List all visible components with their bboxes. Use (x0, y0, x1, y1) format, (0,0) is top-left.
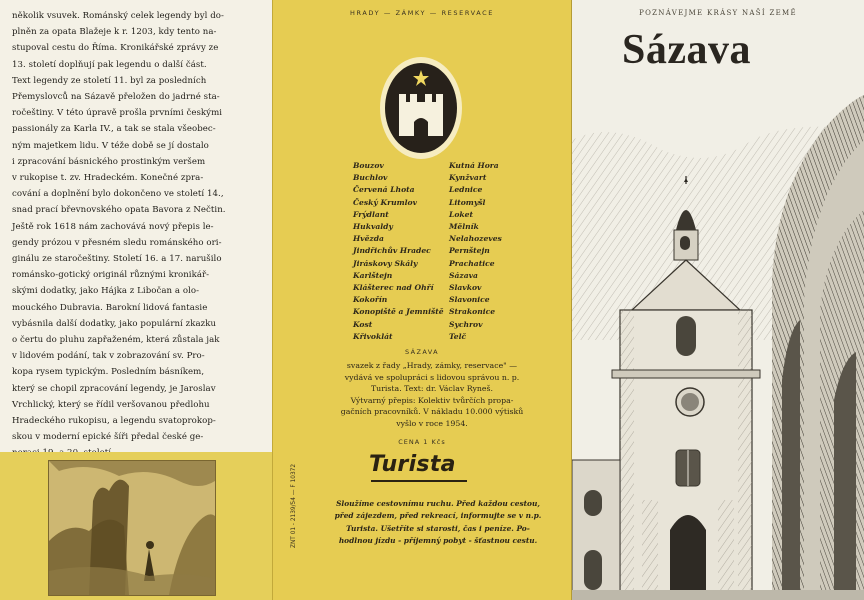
colophon-line: vyšlo v roce 1954. (396, 418, 468, 428)
text-line: několik vsuvek. Románský celek legendy byl do- (12, 11, 224, 21)
text-line: Text legendy ze století 11. byl za posledních (12, 75, 207, 86)
place-name: Litomyšl (449, 197, 486, 207)
place-name: Hukvaldy (353, 222, 393, 232)
text-line: snad prací břevnovského opata Bavora z Nečtin. (12, 205, 226, 216)
place-name: Prachatice (449, 258, 495, 268)
place-name: Karlštejn (353, 270, 393, 280)
place-name: Strakonice (449, 307, 496, 317)
place-name: Buchlov (353, 173, 388, 183)
place-name: Kokořín (353, 295, 388, 305)
text-line: gendy prózou v přesném sledu románského ori- (12, 237, 222, 248)
slogan-line: Sloužíme cestovnímu ruchu. Před každou cestou, (336, 499, 540, 508)
text-line: Vrchlický, který se řídil veršovanou předlohu (12, 399, 210, 410)
text-line: Ještě rok 1618 nám zachovává nový přepis le- (12, 221, 214, 232)
text-line: ročeštiny. V této úpravě prošla prvními českými (12, 108, 223, 119)
place-name: Sázava (449, 270, 478, 280)
castle-emblem (379, 56, 463, 160)
place-name: Klášterec nad Ohří (353, 283, 434, 293)
colophon-line: gačních pracovníků. V nákladu 10.000 výtisků (340, 407, 524, 417)
text-line: cování a doplnění bylo dokončeno ve století 14., (12, 189, 224, 200)
place-name: Hvězda (353, 234, 384, 244)
slogan-text (333, 498, 543, 548)
places-column-2 (449, 160, 549, 343)
monastery-illustration (572, 80, 864, 600)
place-name: Konopiště a Jemniště (353, 307, 444, 317)
place-name: Mělník (449, 222, 479, 232)
colophon-line: svazek z řady „Hrady, zámky, reservace" — (346, 361, 518, 370)
text-line: vybásnila další dodatky, jako populární zkazku (12, 318, 217, 329)
place-name: Slavkov (449, 283, 482, 293)
colophon-line: Turista. Text: dr. Václav Ryneš. (370, 384, 494, 394)
text-line: ginálu ze staročeštiny. Století 16. a 17. narušilo (12, 254, 222, 265)
left-page (0, 0, 272, 600)
slogan-line: před zájezdem, před rekreací, informujte se v n.p. (334, 511, 542, 521)
text-line: skými dodatky, jako Hájka z Libočan a olo- (12, 286, 200, 297)
text-line: v rukopise t. zv. Hradeckém. Konečné zpra- (12, 173, 204, 184)
text-line: kopa rysem typickým. Posledním básníkem, (12, 367, 205, 378)
middle-page (272, 0, 572, 600)
text-line: v lidovém podání, tak v zobrazování sv. Pro- (12, 351, 205, 362)
place-name: Jiráskovy Skály (353, 258, 418, 268)
place-name: Nelahozeves (449, 234, 502, 244)
series-header: HRADY — ZÁMKY — RESERVACE (349, 9, 494, 17)
text-line: Hradeckého rukopisu, a legendu svatoprokop- (12, 416, 216, 427)
cover-title: Sázava (622, 27, 751, 73)
text-line: románsko-gotický originál různými kronikář- (12, 270, 210, 281)
place-name: Český Krumlov (353, 197, 417, 207)
text-line: skou v moderní epické šíři předal české ge- (12, 432, 204, 443)
places-column-1 (353, 160, 453, 343)
cover-series: POZNÁVEJME KRÁSY NAŠÍ ZEMĚ (639, 9, 797, 17)
text-line: mouckého Dubravia. Barokní lidová fantasie (12, 302, 208, 313)
colophon-line: Výtvarný přepis: Kolektiv tvůrčích propa- (350, 395, 514, 405)
text-line: plněn za opata Blažeje k r. 1203, kdy tento na- (12, 27, 217, 38)
text-line: který se chopil zpracování legendy, je Jaroslav (12, 383, 216, 394)
illustration-image (48, 460, 216, 596)
place-name: Jindřichův Hradec (353, 246, 431, 256)
place-name: Pernštejn (449, 246, 490, 256)
place-name: Frýdlant (353, 209, 389, 219)
place-name: Lednice (449, 185, 483, 195)
legend-text (12, 8, 270, 462)
print-code: ZNT 01 - 2139/54 — F 10372 (291, 463, 297, 548)
slogan-line: hodlnou jízdu - příjemný pobyt - šťastnou cestu. (338, 536, 538, 546)
text-line: stupoval cestu do Říma. Kronikářské zprávy ze (12, 43, 219, 54)
text-line: i zpracování básnického prostinkým veršem (12, 156, 206, 167)
place-name: Slavonice (449, 295, 490, 305)
text-line: passionály za Karla IV., a tak se stala všeobec- (12, 124, 216, 135)
place-name: Loket (449, 209, 474, 219)
place-name: Kost (353, 319, 373, 329)
logo-underline (371, 480, 467, 482)
colophon-text (323, 360, 541, 430)
colophon-line: vydává ve spolupráci s lidovou správou n. p. (344, 372, 520, 382)
colophon-title: SÁZAVA (404, 348, 440, 356)
place-name: Sychrov (449, 319, 483, 329)
place-name: Červená Lhota (353, 185, 415, 195)
text-line: o čertu do pluhu zapřaženém, která zůstala jak (12, 335, 220, 346)
text-line: 13. století doplňují pak legendu o další část. (12, 59, 207, 70)
turista-logo: Turista (369, 452, 456, 477)
place-name: Telč (449, 331, 467, 341)
price-label: CENA 1 Kčs (398, 438, 446, 446)
place-name: Bouzov (353, 161, 384, 170)
place-name: Kynžvart (449, 173, 487, 183)
cover-page (572, 0, 864, 600)
text-line: Přemyslovců na Sázavě přeložen do jadrné sta- (12, 92, 220, 103)
slogan-line: Turista. Ušetříte si starosti, čas i peníze. Po- (346, 523, 530, 533)
text-line: ným majetkem lidu. V téže době se jí dostalo (12, 140, 209, 151)
place-name: Kutná Hora (449, 161, 499, 170)
place-name: Křivoklát (353, 331, 393, 341)
